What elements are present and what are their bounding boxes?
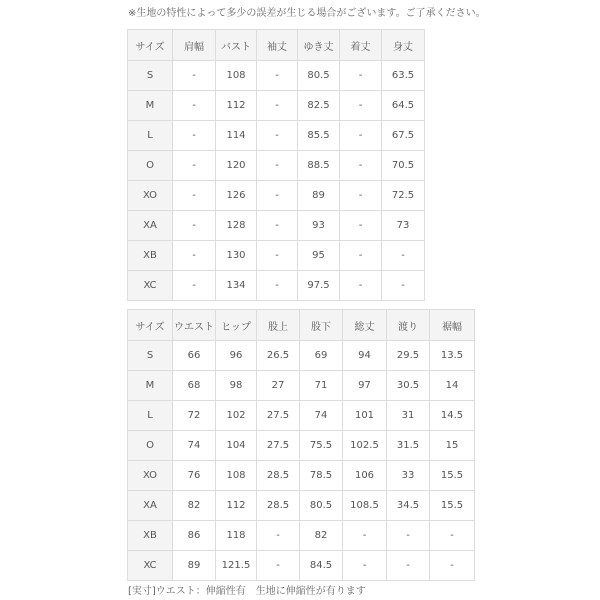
bottom-table-value-cell: 98 [216,371,257,401]
bottom-table-value-cell: 82 [173,491,216,521]
bottom-table-value-cell: 89 [173,551,216,581]
top-table-header-cell: 身丈 [382,30,425,61]
top-table-value-cell: 82.5 [298,91,340,121]
bottom-table-size-cell: O [128,431,173,461]
table-row [128,181,425,211]
top-table-value-cell: - [257,91,298,121]
top-table-value-cell: 120 [216,151,257,181]
bottom-table-value-cell: 102 [216,401,257,431]
bottom-table-value-cell: 26.5 [257,341,300,371]
table-row [128,551,475,581]
top-table-value-cell: - [257,151,298,181]
top-table-value-cell: - [382,241,425,271]
top-table-size-cell: S [128,61,173,91]
top-table-value-cell: - [173,211,216,241]
bottom-size-table-body [128,310,475,581]
top-table-value-cell: 63.5 [382,61,425,91]
top-table-size-cell: XO [128,181,173,211]
bottom-table-header-cell: サイズ [128,310,173,341]
bottom-table-value-cell: 102.5 [343,431,387,461]
bottom-table-value-cell: 82 [300,521,343,551]
bottom-table-value-cell: - [430,521,475,551]
top-table-value-cell: 126 [216,181,257,211]
top-table-size-cell: XC [128,271,173,301]
bottom-table-value-cell: 68 [173,371,216,401]
bottom-table-value-cell: 72 [173,401,216,431]
top-table-value-cell: - [257,241,298,271]
bottom-table-value-cell: 33 [387,461,430,491]
top-table-value-cell: - [173,91,216,121]
bottom-table-value-cell: 27.5 [257,431,300,461]
bottom-table-header-cell: 股上 [257,310,300,341]
footnote-text: [実寸]ウエスト：伸縮性有 生地に伸縮性が有ります [128,586,366,597]
top-table-header-cell: 肩幅 [173,30,216,61]
bottom-table-value-cell: 104 [216,431,257,461]
bottom-table-value-cell: 121.5 [216,551,257,581]
bottom-table-value-cell: 108 [216,461,257,491]
top-table-size-cell: L [128,121,173,151]
top-table-header-cell: ゆき丈 [298,30,340,61]
table-row [128,341,475,371]
bottom-table-value-cell: - [387,551,430,581]
top-table-value-cell: 114 [216,121,257,151]
bottom-table-value-cell: 34.5 [387,491,430,521]
bottom-table-value-cell: 96 [216,341,257,371]
top-table-value-cell: - [340,181,382,211]
top-table-value-cell: - [340,151,382,181]
bottom-table-value-cell: 118 [216,521,257,551]
bottom-table-value-cell: 28.5 [257,491,300,521]
bottom-table-header-cell: ヒップ [216,310,257,341]
top-table-value-cell: 80.5 [298,61,340,91]
table-row [128,151,425,181]
bottom-table-value-cell: 86 [173,521,216,551]
top-table-value-cell: - [173,181,216,211]
top-table-size-cell: XA [128,211,173,241]
top-table-value-cell: 73 [382,211,425,241]
bottom-table-header-cell: 裾幅 [430,310,475,341]
top-table-value-cell: - [257,121,298,151]
top-table-value-cell: - [340,61,382,91]
bottom-table-header-row [128,310,475,341]
top-table-value-cell: - [382,271,425,301]
top-table-value-cell: 93 [298,211,340,241]
bottom-table-size-cell: XO [128,461,173,491]
table-row [128,211,425,241]
top-table-value-cell: 89 [298,181,340,211]
bottom-table-value-cell: 78.5 [300,461,343,491]
top-table-value-cell: - [173,151,216,181]
table-row [128,401,475,431]
bottom-table-value-cell: - [257,551,300,581]
bottom-table-value-cell: 84.5 [300,551,343,581]
top-table-value-cell: - [173,241,216,271]
bottom-table-size-cell: M [128,371,173,401]
bottom-table-size-cell: L [128,401,173,431]
top-table-size-cell: XB [128,241,173,271]
bottom-table-value-cell: 15 [430,431,475,461]
top-table-value-cell: 70.5 [382,151,425,181]
bottom-table-value-cell: 74 [173,431,216,461]
bottom-table-value-cell: 31.5 [387,431,430,461]
bottom-table-value-cell: 29.5 [387,341,430,371]
bottom-table-value-cell: 28.5 [257,461,300,491]
table-row [128,491,475,521]
top-table-value-cell: 64.5 [382,91,425,121]
top-table-value-cell: - [173,121,216,151]
table-row [128,521,475,551]
bottom-table-value-cell: 13.5 [430,341,475,371]
top-table-value-cell: 88.5 [298,151,340,181]
top-table-value-cell: 112 [216,91,257,121]
bottom-table-value-cell: - [430,551,475,581]
bottom-table-value-cell: 75.5 [300,431,343,461]
bottom-table-value-cell: 31 [387,401,430,431]
top-table-value-cell: 128 [216,211,257,241]
top-table-size-cell: O [128,151,173,181]
bottom-table-value-cell: 69 [300,341,343,371]
table-row [128,461,475,491]
bottom-table-header-cell: 総丈 [343,310,387,341]
bottom-table-value-cell: 27 [257,371,300,401]
bottom-table-value-cell: 15.5 [430,461,475,491]
top-table-header-cell: 袖丈 [257,30,298,61]
table-row [128,371,475,401]
bottom-table-value-cell: - [387,521,430,551]
table-row [128,241,425,271]
bottom-table-value-cell: - [257,521,300,551]
top-size-table [127,29,425,301]
top-table-value-cell: 95 [298,241,340,271]
bottom-table-value-cell: - [343,551,387,581]
bottom-table-value-cell: 74 [300,401,343,431]
top-table-value-cell: - [257,61,298,91]
bottom-table-value-cell: 76 [173,461,216,491]
bottom-table-value-cell: 27.5 [257,401,300,431]
bottom-table-size-cell: S [128,341,173,371]
bottom-table-size-cell: XA [128,491,173,521]
notice-text: ※生地の特性によって多少の誤差が生じる場合がございます。ご了承ください。 [128,8,486,19]
top-table-value-cell: 108 [216,61,257,91]
bottom-table-size-cell: XB [128,521,173,551]
top-table-value-cell: - [340,121,382,151]
bottom-table-value-cell: 112 [216,491,257,521]
top-table-value-cell: - [340,211,382,241]
top-table-value-cell: 130 [216,241,257,271]
bottom-table-value-cell: 106 [343,461,387,491]
bottom-table-header-cell: 股下 [300,310,343,341]
bottom-table-size-cell: XC [128,551,173,581]
bottom-table-header-cell: ウエスト [173,310,216,341]
bottom-table-value-cell: 80.5 [300,491,343,521]
top-table-value-cell: - [257,211,298,241]
top-table-value-cell: 67.5 [382,121,425,151]
top-table-value-cell: - [340,241,382,271]
bottom-size-table [127,309,475,581]
top-table-value-cell: - [257,271,298,301]
bottom-table-value-cell: 14 [430,371,475,401]
bottom-table-value-cell: 94 [343,341,387,371]
top-table-header-cell: 着丈 [340,30,382,61]
table-row [128,271,425,301]
top-table-value-cell: 72.5 [382,181,425,211]
top-table-value-cell: 97.5 [298,271,340,301]
table-row [128,121,425,151]
bottom-table-value-cell: 97 [343,371,387,401]
top-table-value-cell: - [173,61,216,91]
bottom-table-value-cell: 14.5 [430,401,475,431]
top-table-header-cell: バスト [216,30,257,61]
table-row [128,91,425,121]
bottom-table-header-cell: 渡り [387,310,430,341]
bottom-table-value-cell: 108.5 [343,491,387,521]
top-table-value-cell: 85.5 [298,121,340,151]
bottom-table-value-cell: 66 [173,341,216,371]
top-table-value-cell: - [173,271,216,301]
top-table-value-cell: 134 [216,271,257,301]
bottom-table-value-cell: - [343,521,387,551]
top-table-size-cell: M [128,91,173,121]
bottom-table-value-cell: 30.5 [387,371,430,401]
bottom-table-value-cell: 15.5 [430,491,475,521]
bottom-table-value-cell: 101 [343,401,387,431]
top-table-header-cell: サイズ [128,30,173,61]
top-size-table-body [128,30,425,301]
table-row [128,431,475,461]
table-row [128,61,425,91]
top-table-value-cell: - [257,181,298,211]
top-table-header-row [128,30,425,61]
bottom-table-value-cell: 71 [300,371,343,401]
top-table-value-cell: - [340,271,382,301]
top-table-value-cell: - [340,91,382,121]
